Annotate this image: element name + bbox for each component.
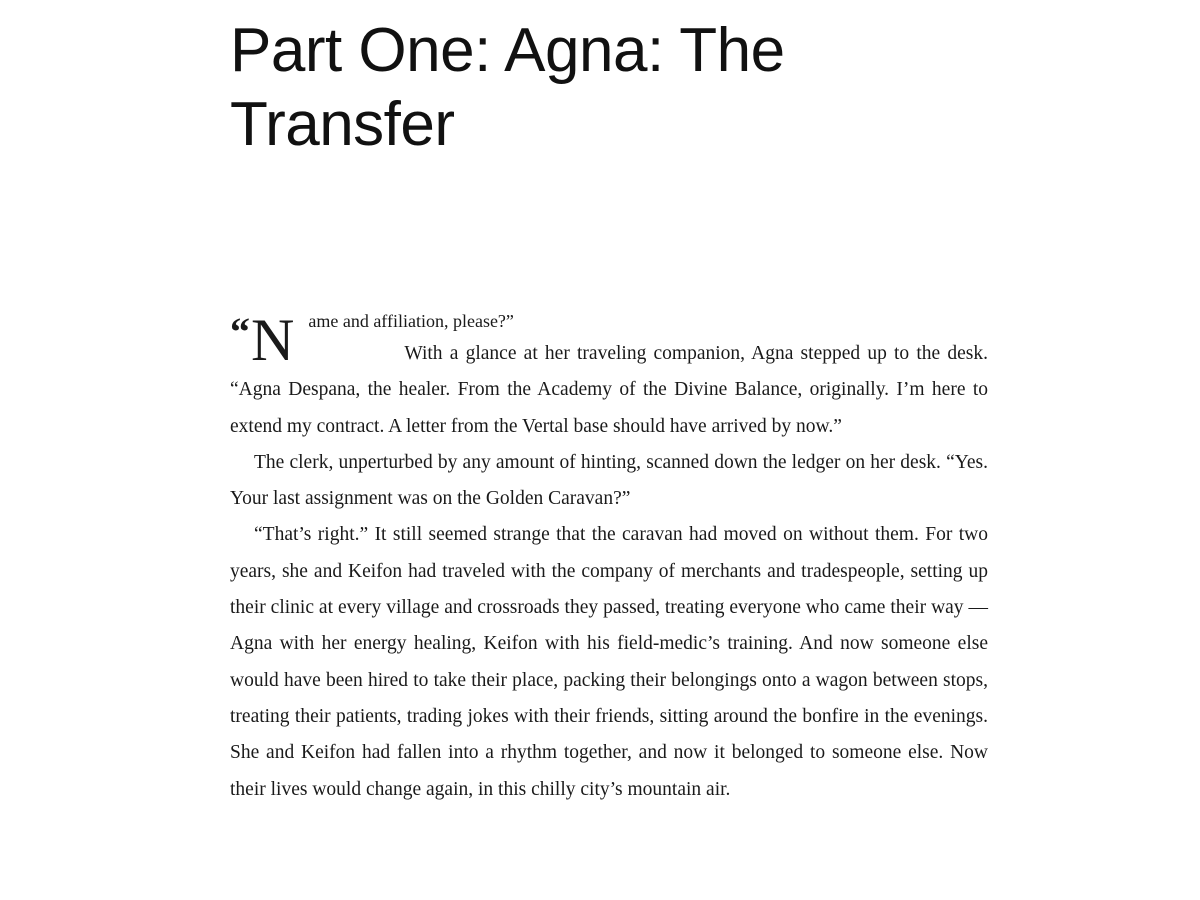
paragraph: The clerk, unperturbed by any amount of hinting, scanned down the ledger on her desk. “Yes. Your last assignment was on the Golden Caravan?” <box>230 451 988 510</box>
opening-paragraph <box>230 306 988 373</box>
chapter-title: Part One: Agna: The Transfer <box>230 16 785 159</box>
paragraph <box>230 336 988 445</box>
drop-cap-letter: N <box>251 307 295 373</box>
document-page <box>230 0 988 800</box>
paragraph-text: With a glance at her traveling companion, Agna stepped up to the desk. “Agna Despana, the healer. From the Academy of the Divine Balance, originally. I’m here to extend my contract. A letter from the Vertal base should have arrived by now.” <box>230 343 988 437</box>
drop-cap-quote: “ <box>230 309 250 354</box>
paragraph: “That’s right.” It still seemed strange that the caravan had moved on without them. For two years, she and Keifon had traveled with the company of merchants and tradespeople, setting up their clinic at every village and crossroads they passed, treating everyone who came their way — Agna with her energy healing, Keifon with his field-medic’s training. And now someone else would have been hired to take their place, packing their belongings onto a wagon between stops, treating their patients, trading jokes with their friends, sitting around the bonfire in the evenings. She and Keifon had fallen into a rhythm together, and now it belonged to someone else. Now their lives would change again, in this chilly city’s mountain air. <box>230 524 988 800</box>
chapter-body <box>230 306 988 808</box>
opening-line: ame and affiliation, please?” <box>308 311 514 331</box>
drop-cap <box>230 307 295 373</box>
